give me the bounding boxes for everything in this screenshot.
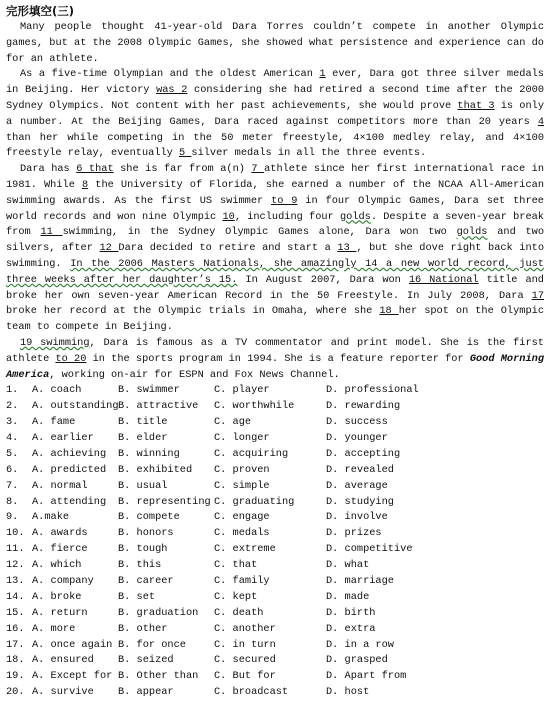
passage-text: , working on-air for ESPN and Fox News Channel.: [49, 368, 340, 381]
question-number: 16.: [6, 622, 25, 635]
passage-text: In the 2006 Masters Nationals, she amazingly 14 a new world record, just three weeks after her daughter’s 15.: [6, 257, 544, 286]
option-c: C. medals: [214, 527, 270, 540]
passage-text: Dara decided to retire and start a: [118, 242, 338, 255]
question-row: [6, 606, 544, 622]
option-c: C. secured: [214, 654, 276, 667]
passage-text: golds: [339, 210, 371, 223]
blank-marker: that 3: [457, 99, 495, 112]
passage-paragraph: [6, 162, 544, 336]
passage-text: silver medals in all the three events.: [191, 147, 427, 160]
option-c: C. graduating: [214, 495, 295, 508]
question-options: [6, 383, 544, 701]
option-d: D. younger: [326, 432, 388, 444]
question-number: 19.: [6, 670, 25, 683]
blank-marker: 17: [531, 289, 544, 302]
question-row: [6, 685, 544, 701]
option-b: B. usual: [118, 479, 168, 492]
blank-marker: 7: [251, 163, 265, 176]
question-row: [6, 558, 544, 574]
question-number: 7.: [6, 479, 19, 492]
passage-text: . Despite a seven-year break from: [6, 210, 544, 239]
option-c: C. acquiring: [214, 447, 289, 460]
option-a: A. Except for: [32, 670, 113, 683]
question-row: [6, 495, 544, 511]
option-a: A. broke: [32, 590, 82, 603]
option-a: A. achieving: [32, 447, 107, 460]
option-a: A. company: [32, 575, 94, 588]
option-b: B. compete: [118, 511, 180, 524]
option-b: B. exhibited: [118, 463, 193, 476]
option-d: D. rewarding: [326, 400, 401, 413]
option-c: C. engage: [214, 511, 270, 524]
passage-text: is only a number. At the Beijing Games, Dara raced against competitors more than 20 years: [6, 99, 545, 128]
option-d: D. what: [326, 559, 370, 572]
passage-text: 19 swimming: [20, 336, 90, 349]
option-a: A. predicted: [32, 463, 107, 476]
option-d: D. host: [326, 686, 370, 699]
option-c: C. proven: [214, 463, 270, 476]
option-a: A. once again: [32, 638, 113, 651]
option-c: C. death: [214, 606, 264, 619]
option-a: A. more: [32, 622, 76, 635]
option-c: C. player: [214, 384, 270, 397]
option-a: A. ensured: [32, 654, 94, 667]
question-number: 11.: [6, 543, 25, 556]
question-number: 8.: [6, 495, 19, 508]
blank-marker: to 9: [271, 194, 298, 207]
blank-marker: 13: [337, 242, 357, 255]
passage-paragraph: [6, 20, 544, 67]
passage-paragraph: [6, 336, 544, 383]
question-number: 10.: [6, 527, 25, 540]
passage-text: As a five-time Olympian and the oldest American: [20, 68, 320, 81]
option-a: A. survive: [32, 686, 94, 699]
option-d: D. prizes: [326, 527, 382, 540]
question-number: 1.: [6, 384, 19, 397]
question-row: [6, 479, 544, 495]
question-row: [6, 638, 544, 654]
option-a: A. which: [32, 559, 82, 572]
option-d: D. professional: [326, 384, 419, 397]
blank-marker: to 20: [55, 352, 87, 365]
question-row: [6, 526, 544, 542]
passage-text: she is far from a(n): [113, 163, 252, 176]
option-d: D. competitive: [326, 543, 413, 556]
question-row: [6, 590, 544, 606]
question-number: 17.: [6, 638, 25, 651]
passage-text: , but she dove right back into swimming.: [6, 242, 545, 270]
option-b: B. tough: [118, 543, 168, 556]
question-number: 5.: [6, 447, 19, 460]
option-d: D. made: [326, 590, 370, 603]
question-row: [6, 463, 544, 479]
option-c: C. that: [214, 559, 258, 572]
page-title: 完形填空(三): [6, 4, 75, 18]
option-a: A. awards: [32, 527, 88, 540]
option-d: D. grasped: [326, 654, 388, 667]
option-d: D. extra: [326, 622, 376, 635]
question-number: 9.: [6, 511, 19, 524]
option-d: D. Apart from: [326, 670, 407, 683]
blank-marker: 12: [99, 242, 119, 255]
option-b: B. Other than: [118, 670, 199, 683]
option-d: D. in a row: [326, 638, 394, 651]
option-c: C. But for: [214, 670, 276, 683]
option-b: B. this: [118, 559, 162, 572]
option-c: C. age: [214, 416, 252, 429]
option-a: A. outstanding: [32, 400, 119, 413]
option-c: C. broadcast: [214, 686, 289, 699]
option-b: B. winning: [118, 447, 180, 460]
question-number: 18.: [6, 654, 25, 667]
question-number: 12.: [6, 559, 25, 572]
option-b: B. career: [118, 575, 174, 588]
option-c: C. simple: [214, 479, 270, 492]
passage-text: considering she had retired a second time after the 2000 Sydney Olympics. Not content with her past achievements, she would prove: [6, 84, 544, 112]
passage-text: athlete since her first international race in 1981. While: [6, 163, 545, 191]
blank-marker: 11: [40, 226, 63, 239]
blank-marker: 10: [222, 210, 235, 223]
option-b: B. title: [118, 416, 168, 429]
option-d: D. birth: [326, 606, 376, 619]
option-a: A. attending: [32, 495, 107, 508]
passage-text: ever, Dara got three silver medals in Beijing. Her victory: [6, 68, 544, 97]
blank-marker: 4: [537, 115, 544, 128]
option-c: C. worthwhile: [214, 400, 295, 413]
question-number: 6.: [6, 463, 19, 476]
option-c: C. extreme: [214, 543, 276, 556]
passage-text: , including four: [234, 210, 340, 223]
question-row: [6, 542, 544, 558]
passage-text: swimming, in the Sydney Olympic Games alone, Dara won two: [62, 226, 457, 239]
question-number: 14.: [6, 590, 25, 603]
option-c: C. in turn: [214, 638, 276, 651]
passage-text: the University of Florida, she earned a number of the NCAA All-American swimming awards. As the first US swimmer: [6, 178, 544, 207]
question-number: 4.: [6, 432, 19, 444]
question-row: [6, 399, 544, 415]
question-row: [6, 383, 544, 399]
option-d: D. average: [326, 479, 388, 492]
passage-text: Many people thought 41-year-old Dara Torres couldn’t compete in another Olympic games, but at the 2008 Olympic Games, she showed what persistence and experience can do for an athlete.: [6, 21, 544, 65]
option-b: B. swimmer: [118, 384, 180, 397]
option-b: B. graduation: [118, 606, 199, 619]
option-b: B. seized: [118, 654, 174, 667]
option-c: C. another: [214, 622, 276, 635]
blank-marker: 18: [379, 305, 399, 318]
question-row: [6, 574, 544, 590]
option-d: D. accepting: [326, 447, 401, 460]
option-d: D. studying: [326, 495, 394, 508]
option-d: D. involve: [326, 511, 388, 524]
option-c: C. kept: [214, 590, 258, 603]
blank-marker: 16 National: [408, 273, 479, 286]
question-number: 15.: [6, 606, 25, 619]
question-row: [6, 669, 544, 685]
passage-text: in four Olympic Games, Dara set three world records and won nine Olympic: [6, 194, 544, 223]
blank-marker: 5: [179, 147, 192, 160]
option-a: A. fame: [32, 416, 76, 429]
passage-text: In August 2007, Dara won: [237, 273, 409, 286]
question-number: 3.: [6, 416, 19, 429]
option-c: C. family: [214, 575, 270, 588]
option-d: D. success: [326, 416, 388, 429]
passage-text: her spot on the Olympic team to compete in Beijing.: [6, 305, 544, 334]
option-a: A.make: [32, 511, 70, 524]
passage-text: broke her record at the Olympic trials in Omaha, where she: [6, 305, 380, 318]
option-c: C. longer: [214, 432, 270, 444]
passage-text: golds: [456, 226, 488, 239]
blank-marker: was 2: [156, 84, 188, 97]
option-b: B. honors: [118, 527, 174, 540]
option-b: B. set: [118, 590, 156, 603]
blank-marker: 1: [319, 68, 326, 81]
passage-text: than her while competing in the 50 meter freestyle, 4×100 medley relay, and 4×100 freestyle relay, eventually: [6, 131, 544, 160]
passage-text: in the sports program in 1994. She is a feature reporter for: [86, 352, 470, 365]
question-number: 13.: [6, 575, 25, 588]
passage: [6, 20, 544, 383]
option-b: B. representing: [118, 495, 211, 508]
option-b: B. other: [118, 622, 168, 635]
question-row: [6, 510, 544, 526]
passage-text: Good Morning America: [6, 352, 545, 381]
option-a: A. return: [32, 606, 88, 619]
option-a: A. earlier: [32, 432, 94, 444]
question-row: [6, 622, 544, 638]
passage-text: title and broke her own seven-year American Record in the 50 Freestyle. In July 2008, Dara: [6, 273, 544, 302]
blank-marker: 8: [81, 178, 89, 191]
option-b: B. attractive: [118, 400, 199, 413]
option-a: A. coach: [32, 384, 82, 397]
option-b: B. appear: [118, 686, 174, 699]
option-a: A. fierce: [32, 543, 88, 556]
option-b: B. elder: [118, 432, 168, 444]
question-number: 20.: [6, 686, 25, 699]
option-d: D. revealed: [326, 463, 394, 476]
passage-text: , Dara is famous as a TV commentator and print model. She is the first athlete: [6, 336, 544, 365]
question-row: [6, 447, 544, 463]
option-a: A. normal: [32, 479, 88, 492]
passage-text: Dara has: [20, 163, 77, 176]
blank-marker: 6 that: [76, 163, 114, 176]
option-d: D. marriage: [326, 575, 394, 588]
question-number: 2.: [6, 400, 19, 413]
passage-paragraph: [6, 67, 544, 162]
question-row: [6, 415, 544, 431]
option-b: B. for once: [118, 638, 186, 651]
passage-text: and two silvers, after: [6, 226, 545, 255]
question-row: [6, 431, 544, 447]
